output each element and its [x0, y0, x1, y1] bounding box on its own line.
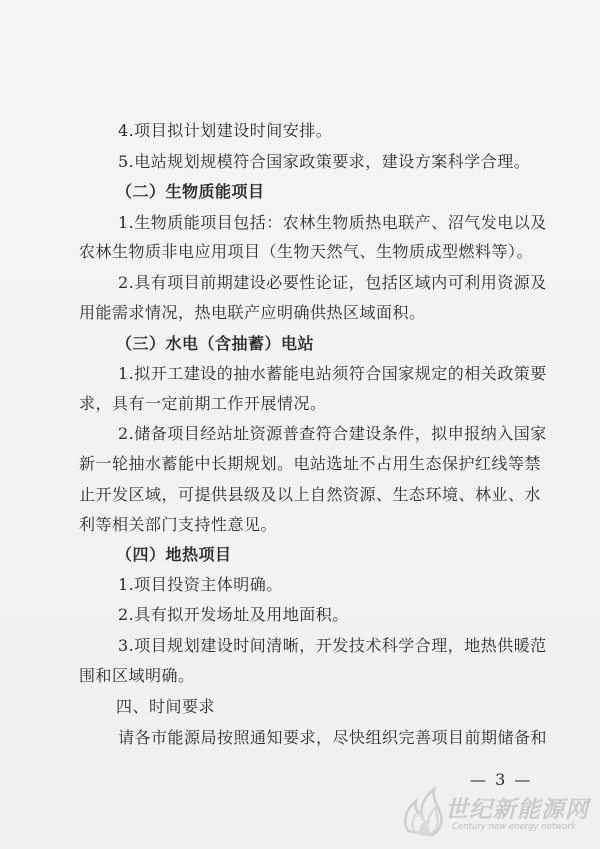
- paragraph-line: 止开发区域，可提供县级及以上自然资源、生态环境、林业、水: [79, 485, 542, 504]
- page-number: — 3 —: [470, 770, 533, 789]
- paragraph-line: 用能需求情况，热电联产应明确供热区域面积。: [79, 303, 426, 322]
- paragraph-line: 求，具有一定前期工作开展情况。: [79, 394, 327, 413]
- watermark-logo: [400, 785, 595, 845]
- paragraph-line: 利等相关部门支持性意见。: [79, 515, 278, 534]
- paragraph-line: 请各市能源局按照通知要求，尽快组织完善项目前期储备和: [118, 728, 548, 747]
- paragraph-line: 5.电站规划规模符合国家政策要求，建设方案科学合理。: [118, 152, 531, 171]
- paragraph-line: 2.储备项目经站址资源普查符合建设条件，拟申报纳入国家: [118, 424, 547, 443]
- paragraph-line: 2.具有项目前期建设必要性论证，包括区域内可利用资源及: [118, 273, 547, 292]
- flame-logo-icon: [400, 785, 448, 837]
- paragraph-line: 围和区域明确。: [79, 666, 195, 685]
- paragraph-line: 1.拟开工建设的抽水蓄能电站须符合国家规定的相关政策要: [118, 364, 547, 383]
- paragraph-line: 1.项目投资主体明确。: [118, 575, 283, 594]
- section-heading: 四、时间要求: [116, 697, 216, 716]
- paragraph-line: 2.具有拟开发场址及用地面积。: [118, 605, 349, 624]
- paragraph-line: 新一轮抽水蓄能中长期规划。电站选址不占用生态保护红线等禁: [79, 454, 542, 473]
- section-heading: （三）水电（含抽蓄）电站: [116, 334, 315, 353]
- section-heading: （四）地热项目: [116, 545, 232, 564]
- paragraph-line: 4.项目拟计划建设时间安排。: [118, 121, 333, 140]
- section-heading: （二）生物质能项目: [116, 182, 265, 201]
- watermark-text: 世纪新能源网: [445, 797, 589, 823]
- paragraph-line: 农林生物质非电应用项目（生物天然气、生物质成型燃料等）。: [79, 242, 534, 261]
- paragraph-line: 3.项目规划建设时间清晰，开发技术科学合理，地热供暖范: [118, 636, 547, 655]
- watermark-subtext: Century new energy network: [452, 822, 576, 832]
- paragraph-line: 1.生物质能项目包括：农林生物质热电联产、沼气发电以及: [118, 213, 547, 232]
